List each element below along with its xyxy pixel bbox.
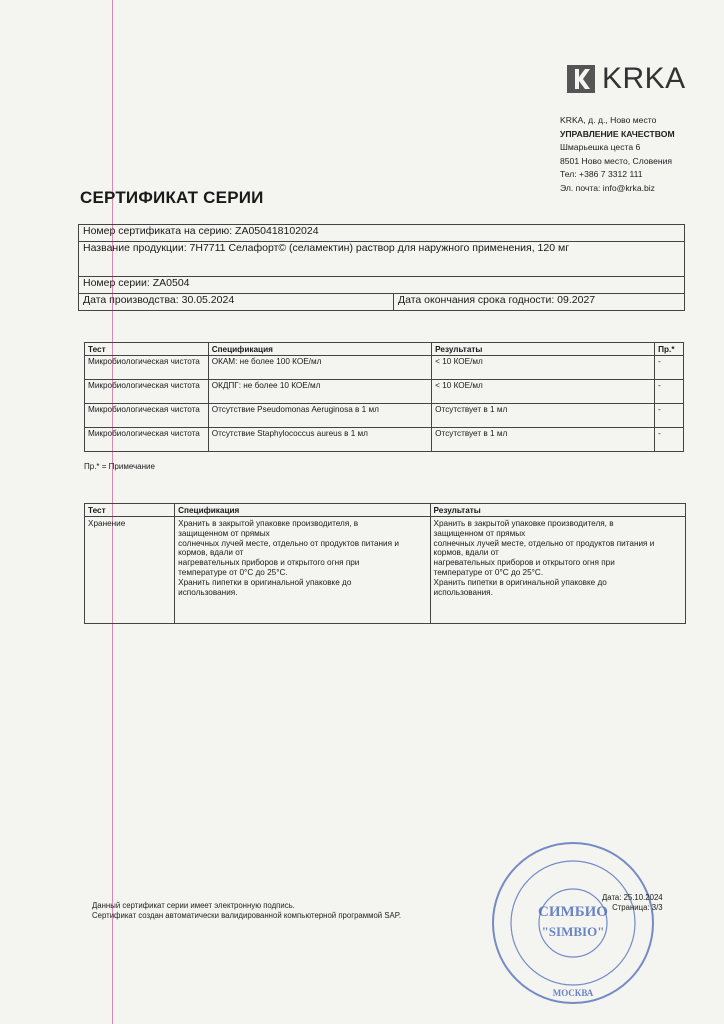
footer-page: Страница: 3/3	[612, 903, 663, 912]
cell-note: -	[655, 404, 684, 428]
logo-text: KRKA	[602, 62, 686, 95]
cell-result	[430, 517, 685, 624]
footer-sap-note: Сертификат создан автоматически валидированной компьютерной программой SAP.	[92, 911, 402, 920]
cell-spec: ОКДПГ: не более 10 КОЕ/мл	[208, 380, 431, 404]
company-city: 8501 Ново место, Словения	[560, 155, 673, 166]
table-row	[85, 404, 684, 428]
cell-note: -	[655, 380, 684, 404]
product-name: Название продукции: 7Н7711 Селафорт© (селамектин) раствор для наружного применения, 120 мг	[79, 242, 685, 277]
company-name: KRKA, д. д., Ново место	[560, 115, 657, 125]
company-phone: Тел: +386 7 3312 111	[560, 169, 643, 180]
cell-result: Отсутствует в 1 мл	[432, 404, 655, 428]
company-address	[560, 114, 675, 196]
footer-date: Дата: 25.10.2024	[602, 893, 663, 902]
footer-signature-note: Данный сертификат серии имеет электронную подпись.	[92, 901, 295, 910]
storage-table	[84, 503, 686, 624]
stamp-center-text: СИМБИО	[538, 904, 608, 920]
stamp-latin-text: "SIMBIO"	[541, 924, 605, 939]
batch-number: Номер серии: ZA0504	[79, 277, 685, 294]
certificate-info-table	[78, 224, 685, 311]
krka-logo-icon	[566, 64, 596, 94]
stamp-city-text: МОСКВА	[552, 988, 594, 998]
cell-note: -	[655, 428, 684, 452]
cell-test: Микробиологическая чистота	[85, 356, 209, 380]
cell-result: < 10 КОЕ/мл	[432, 380, 655, 404]
result-line: защищенном от прямых	[433, 528, 526, 538]
cell-test: Хранение	[85, 517, 175, 624]
spec-line: Хранить в закрытой упаковке производителя, в	[178, 519, 359, 528]
cert-number: Номер сертификата на серию: ZA050418102024	[79, 225, 685, 242]
spec-line: Хранить пипетки в оригинальной упаковке до	[178, 577, 352, 587]
cell-result: < 10 КОЕ/мл	[432, 356, 655, 380]
table-row	[85, 380, 684, 404]
spec-line: нагревательных приборов и открытого огня при	[178, 558, 360, 568]
result-line: солнечных лучей месте, отдельно от продуктов питания и	[433, 538, 655, 548]
spec-line: кормов, вдали от	[178, 548, 244, 558]
spec-line: защищенном от прямых	[178, 528, 270, 538]
spec-line: солнечных лучей месте, отдельно от продуктов питания и	[178, 538, 399, 548]
cell-spec: ОКАМ: не более 100 КОЕ/мл	[208, 356, 431, 380]
header-spec: Спецификация	[208, 343, 431, 356]
result-line: кормов, вдали от	[433, 548, 499, 558]
company-street: Шмарьешка цеста 6	[560, 142, 641, 153]
table-row	[85, 356, 684, 380]
table-row	[85, 428, 684, 452]
production-date: Дата производства: 30.05.2024	[79, 294, 394, 311]
spec-line: использования.	[178, 587, 238, 597]
header-test: Тест	[85, 343, 209, 356]
cell-note: -	[655, 356, 684, 380]
header-results: Результаты	[432, 343, 655, 356]
result-line: Хранить в закрытой упаковке производителя, в	[433, 519, 614, 528]
microbiology-table	[84, 342, 684, 452]
spec-line: температуре от 0°С до 25°С.	[178, 567, 288, 577]
footer-notes	[92, 901, 401, 921]
company-email: Эл. почта: info@krka.biz	[560, 182, 655, 193]
expiry-date: Дата окончания срока годности: 09.2027	[394, 294, 685, 311]
company-stamp	[484, 838, 662, 1008]
result-line: температуре от 0°С до 25°С.	[433, 567, 544, 577]
company-department: УПРАВЛЕНИЕ КАЧЕСТВОМ	[560, 128, 675, 139]
table-row	[85, 517, 686, 624]
cell-spec: Отсутствие Staphylococcus aureus в 1 мл	[208, 428, 431, 452]
cell-result: Отсутствует в 1 мл	[432, 428, 655, 452]
footer-dates	[602, 893, 663, 913]
header-spec: Спецификация	[175, 504, 430, 517]
result-line: нагревательных приборов и открытого огня при	[433, 558, 615, 568]
cell-test: Микробиологическая чистота	[85, 380, 209, 404]
result-line: Хранить пипетки в оригинальной упаковке до	[433, 577, 607, 587]
cell-spec	[175, 517, 430, 624]
header-note: Пр.*	[655, 343, 684, 356]
cell-test: Микробиологическая чистота	[85, 404, 209, 428]
header-test: Тест	[85, 504, 175, 517]
document-title: СЕРТИФИКАТ СЕРИИ	[80, 188, 264, 207]
krka-logo	[566, 62, 686, 96]
note-legend: Пр.* = Примечание	[84, 462, 155, 471]
result-line: использования.	[433, 587, 493, 597]
header-results: Результаты	[430, 504, 685, 517]
cell-spec: Отсутствие Pseudomonas Aeruginosa в 1 мл	[208, 404, 431, 428]
cell-test: Микробиологическая чистота	[85, 428, 209, 452]
